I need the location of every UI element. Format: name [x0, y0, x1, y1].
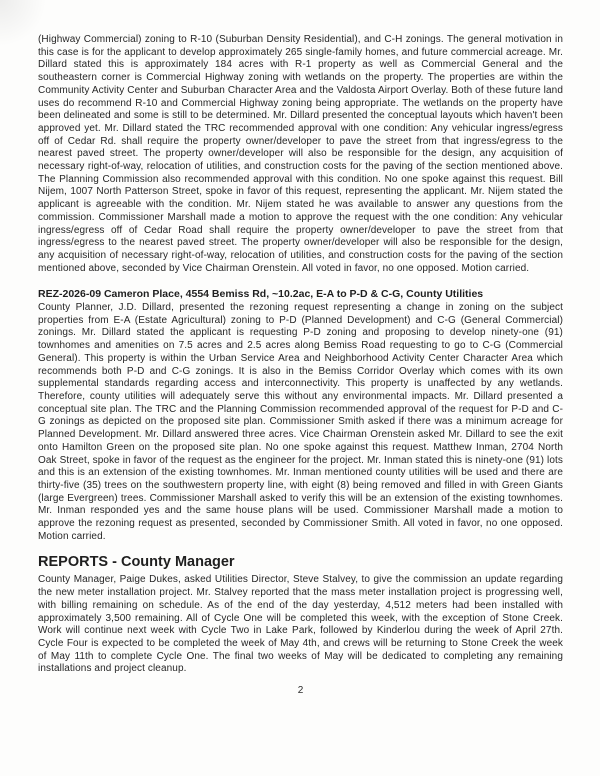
- page-number: 2: [297, 685, 304, 697]
- paragraph-rezoning-continuation: (Highway Commercial) zoning to R-10 (Suburban Density Residential), and C-H zonings. The general motivation in this case is for the applicant to develop approximately 265 single-family homes, and future commercial acreage. Mr. Dillard stated this is approximately 184 acres with R-1 property as well as Commercial General and the southeastern corner is Commercial Highway zoning with wetlands on the property. The properties are within the Community Activity Center and Suburban Character Area and the Valdosta Airport Overlay. Both of these future land uses do recommend R-10 and Commercial Highway zoning being appropriate. The wetlands on the property have been delineated and some is still to be determined. Mr. Dillard presented the conceptual layouts which haven't been approved yet. Mr. Dillard stated the TRC recommended approval with one condition: Any vehicular ingress/egress off of Cedar Rd. shall require the property owner/developer to pave the street from that ingress/egress to the nearest paved street. The property owner/developer will also be responsible for the design, any acquisition of necessary right-of-way, relocation of utilities, and construction costs for the paving of the section mentioned above. The Planning Commission also recommended approval with this condition. No one spoke against this request. Bill Nijem, 1007 North Patterson Street, spoke in favor of this request, representing the applicant. Mr. Nijem stated the applicant is agreeable with the condition. Mr. Nijem stated he was available to answer any questions from the commission. Commissioner Marshall made a motion to approve the request with the one condition: Any vehicular ingress/egress off of Cedar Road shall require the property owner/developer to pave the street from that ingress/egress to the nearest paved street. The property owner/developer will also be responsible for the design, any acquisition of necessary right-of-way, relocation of utilities, and construction costs for the paving of the section mentioned above, seconded by Vice Chairman Orenstein. All voted in favor, no one opposed. Motion carried.: [38, 34, 563, 274]
- heading-rez-2026-09-cameron-place: REZ-2026-09 Cameron Place, 4554 Bemiss Rd, ~10.2ac, E-A to P-D & C-G, County Utilities: [38, 288, 484, 301]
- heading-reports-county-manager: REPORTS - County Manager: [38, 554, 235, 571]
- paragraph-county-manager-report: County Manager, Paige Dukes, asked Utilities Director, Steve Stalvey, to give the commission an update regarding the new meter installation project. Mr. Stalvey reported that the mass meter installation project is progressing well, with billing remaining on schedule. As of the end of the day yesterday, 4,512 meters had been installed with approximately 3,500 remaining. All of Cycle One will be completed this week, with the exception of Stone Creek. Work will continue next week with Cycle Two in Lake Park, followed by Kinderlou during the week of April 27th. Cycle Four is expected to be completed the week of May 4th, and crews will be returning to Stone Creek the week of May 11th to complete Cycle One. The final two weeks of May will be dedicated to completing any remaining installations and project cleanup.: [38, 574, 563, 675]
- paragraph-rez-2026-09-cameron-place: County Planner, J.D. Dillard, presented the rezoning request representing a change in zoning on the subject properties from E-A (Estate Agricultural) zoning to P-D (Planned Development) and C-G (General Commercial) zonings. Mr. Dillard stated the applicant is requesting P-D zoning and proposing to develop ninety-one (91) townhomes and amenities on 7.5 acres and 2.5 acres along Bemiss Road requesting to go to C-G (Commercial General). This property is within the Urban Service Area and Neighborhood Activity Center Character Area which recommends both P-D and C-G zonings. It is also in the Bemiss Corridor Overlay which comes with its own supplemental standards regarding access and interconnectivity. This property is unaffected by any wetlands. Therefore, county utilities will adequately serve this without any environmental impacts. Mr. Dillard presented a conceptual site plan. The TRC and the Planning Commission recommended approval of the request for P-D and C-G zonings as depicted on the proposed site plan. Commissioner Smith asked if there was a minimum acreage for Planned Development. Mr. Dillard answered three acres. Vice Chairman Orenstein asked Mr. Dillard to see the exit onto Hamilton Green on the proposed site plan. No one spoke against this request. Matthew Inman, 2704 North Oak Street, spoke in favor of the request as the engineer for the project. Mr. Inman stated this is ninety-one (91) lots and this is an extension of the existing townhomes. Mr. Inman mentioned county utilities will be used and there are thirty-five (35) trees on the southwestern property line, with eight (8) being removed and filled in with Green Giants (large Evergreen) trees. Commissioner Marshall asked to verify this will be an extension of the existing townhomes. Mr. Inman responded yes and the same house plans will be used. Commissioner Marshall made a motion to approve the rezoning request as presented, seconded by Commissioner Smith. All voted in favor, no one opposed. Motion carried.: [38, 302, 563, 542]
